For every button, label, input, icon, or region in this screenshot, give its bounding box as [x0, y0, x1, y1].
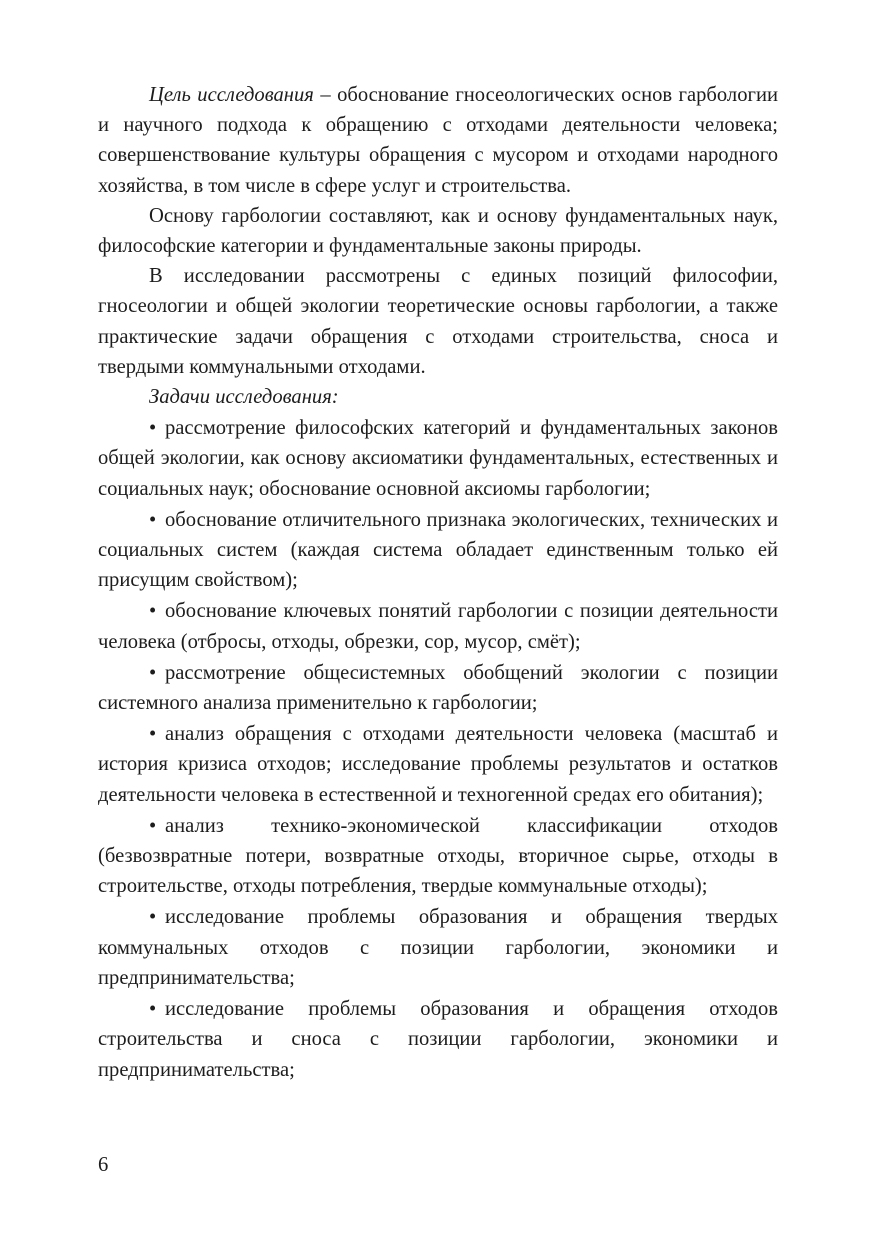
task-text: анализ технико-экономической классификации отходов (безвозвратные потери, возвратные отходы, вторичное сырье, отходы в строительстве, отходы потребления, твердые коммунальные отходы);	[98, 814, 778, 898]
task-item	[98, 596, 778, 656]
task-item	[98, 719, 778, 810]
scope-paragraph: В исследовании рассмотрены с единых позиций философии, гносеологии и общей экологии теоретические основы гарбологии, а также практические задачи обращения с отходами строительства, сноса и твердыми коммунальными отходами.	[98, 265, 778, 378]
goal-label: Цель исследования	[149, 84, 314, 106]
task-item	[98, 413, 778, 504]
basis-paragraph: Основу гарбологии составляют, как и основу фундаментальных наук, философские категории и фундаментальные законы природы.	[98, 204, 778, 258]
bullet-icon: •	[149, 661, 157, 684]
bullet-icon: •	[149, 600, 157, 623]
task-item	[98, 994, 778, 1085]
goal-text: – обоснование гносеологических основ гарбологии и научного подхода к обращению с отходами деятельности человека; совершенствование культуры обращения с мусором и отходами народного хозяйства, в том числе в сфере услуг и строительства.	[98, 84, 778, 197]
bullet-icon: •	[149, 814, 157, 837]
bullet-icon: •	[149, 723, 157, 746]
task-text: обоснование отличительного признака экологических, технических и социальных систем (каждая система обладает единственным только ей присущим свойством);	[98, 508, 778, 592]
bullet-icon: •	[149, 508, 157, 531]
task-text: анализ обращения с отходами деятельности человека (масштаб и история кризиса отходов; исследование проблемы результатов и остатков деятельности человека в естественной и техногенной средах его обитания);	[98, 723, 778, 806]
task-item	[98, 811, 778, 902]
task-text: рассмотрение общесистемных обобщений экологии с позиции системного анализа применительно к гарбологии;	[98, 661, 778, 715]
task-item	[98, 505, 778, 596]
page-number: 6	[98, 1154, 109, 1176]
bullet-icon: •	[149, 906, 157, 929]
task-text: обоснование ключевых понятий гарбологии с позиции деятельности человека (отбросы, отходы, обрезки, сор, мусор, смёт);	[98, 600, 778, 653]
tasks-heading: Задачи исследования:	[149, 386, 339, 409]
task-item	[98, 902, 778, 993]
task-text: рассмотрение философских категорий и фундаментальных законов общей экологии, как основу аксиоматики фундаментальных, естественных и социальных наук; обоснование основной аксиомы гарбологии;	[98, 417, 778, 500]
page-body	[98, 80, 778, 1085]
bullet-icon: •	[149, 998, 157, 1021]
task-text: исследование проблемы образования и обращения отходов строительства и сноса с позиции гарбологии, экономики и предпринимательства;	[98, 998, 778, 1081]
task-item	[98, 658, 778, 718]
task-text: исследование проблемы образования и обращения твердых коммунальных отходов с позиции гарбологии, экономики и предпринимательства;	[98, 906, 778, 989]
bullet-icon: •	[149, 417, 157, 440]
goal-paragraph	[98, 80, 778, 201]
